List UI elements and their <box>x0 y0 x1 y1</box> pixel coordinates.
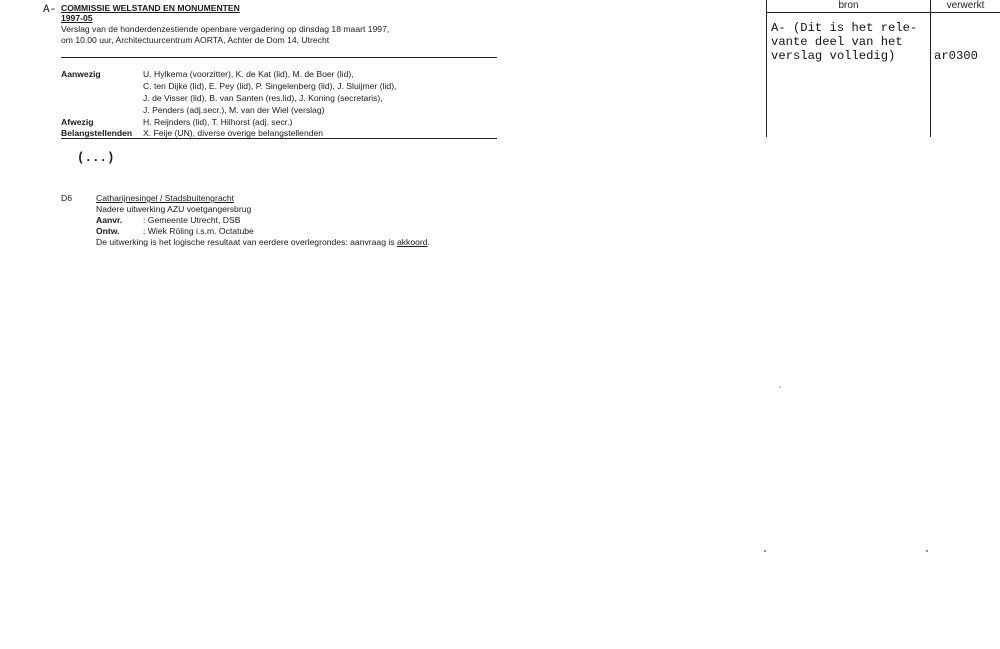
decision-word: akkoord <box>396 237 428 247</box>
scan-speck <box>926 550 928 552</box>
document-number: 1997-05 <box>61 13 93 23</box>
stakeholders-line: X. Feije (UN), diverse overige belangstellenden <box>143 128 324 138</box>
header-processed: verwerkt <box>946 0 985 11</box>
margin-mark: A- <box>43 4 57 16</box>
source-line-1: A- (Dit is het rele- <box>771 21 918 35</box>
stakeholders-label: Belangstellenden <box>61 128 133 138</box>
table-header-rule <box>766 12 1000 13</box>
present-label: Aanwezig <box>61 69 101 79</box>
present-line-4: J. Penders (adj.secr.), M. van der Wiel (verslag) <box>143 105 325 115</box>
decision-end: . <box>427 237 430 247</box>
applicant-label: Aanvr. <box>96 215 123 225</box>
absent-line: H. Reijnders (lid), T. Hilhorst (adj. secr.) <box>143 117 293 127</box>
processed-code: ar0300 <box>934 49 978 63</box>
item-code: D6 <box>61 193 72 203</box>
present-line-1: U. Hylkema (voorzitter), K. de Kat (lid), M. de Boer (lid), <box>143 69 354 79</box>
table-column-divider <box>930 0 931 137</box>
item-title: Catharijnesingel / Stadsbuitengracht <box>96 193 235 203</box>
designer-value: : Wiek Röling i.s.m. Octatube <box>143 226 254 236</box>
decision-text: De uitwerking is het logische resultaat van eerdere overlegrondes: aanvraag is <box>96 237 397 247</box>
designer-label: Ontw. <box>96 226 120 236</box>
scan-speck <box>779 386 781 388</box>
intro-line-1: Verslag van de honderdenzestiende openbare vergadering op dinsdag 18 maart 1997, <box>61 24 390 34</box>
applicant-value: : Gemeente Utrecht, DSB <box>143 215 241 225</box>
absent-label: Afwezig <box>61 117 94 127</box>
source-line-3: verslag volledig) <box>771 49 896 63</box>
omission-ellipsis: (...) <box>77 151 115 165</box>
document-title: COMMISSIE WELSTAND EN MONUMENTEN <box>61 3 240 13</box>
header-source: bron <box>838 0 859 11</box>
present-line-3: J. de Visser (lid), B. van Santen (res.lid), J. Koning (secretaris), <box>143 93 383 103</box>
source-line-2: vante deel van het <box>771 35 903 49</box>
table-left-border <box>766 0 767 137</box>
present-line-2: C. ten Dijke (lid), E. Pey (lid), P. Singelenberg (lid), J. Sluijmer (lid), <box>143 81 397 91</box>
item-subtitle: Nadere uitwerking AZU voetgangersbrug <box>96 204 252 214</box>
header-divider <box>61 57 497 58</box>
intro-line-2: om 10.00 uur, Architectuurcentrum AORTA, Achter de Dom 14, Utrecht <box>61 35 330 45</box>
decision-line <box>96 237 430 247</box>
attendance-divider <box>61 138 497 139</box>
scan-speck <box>764 550 766 552</box>
